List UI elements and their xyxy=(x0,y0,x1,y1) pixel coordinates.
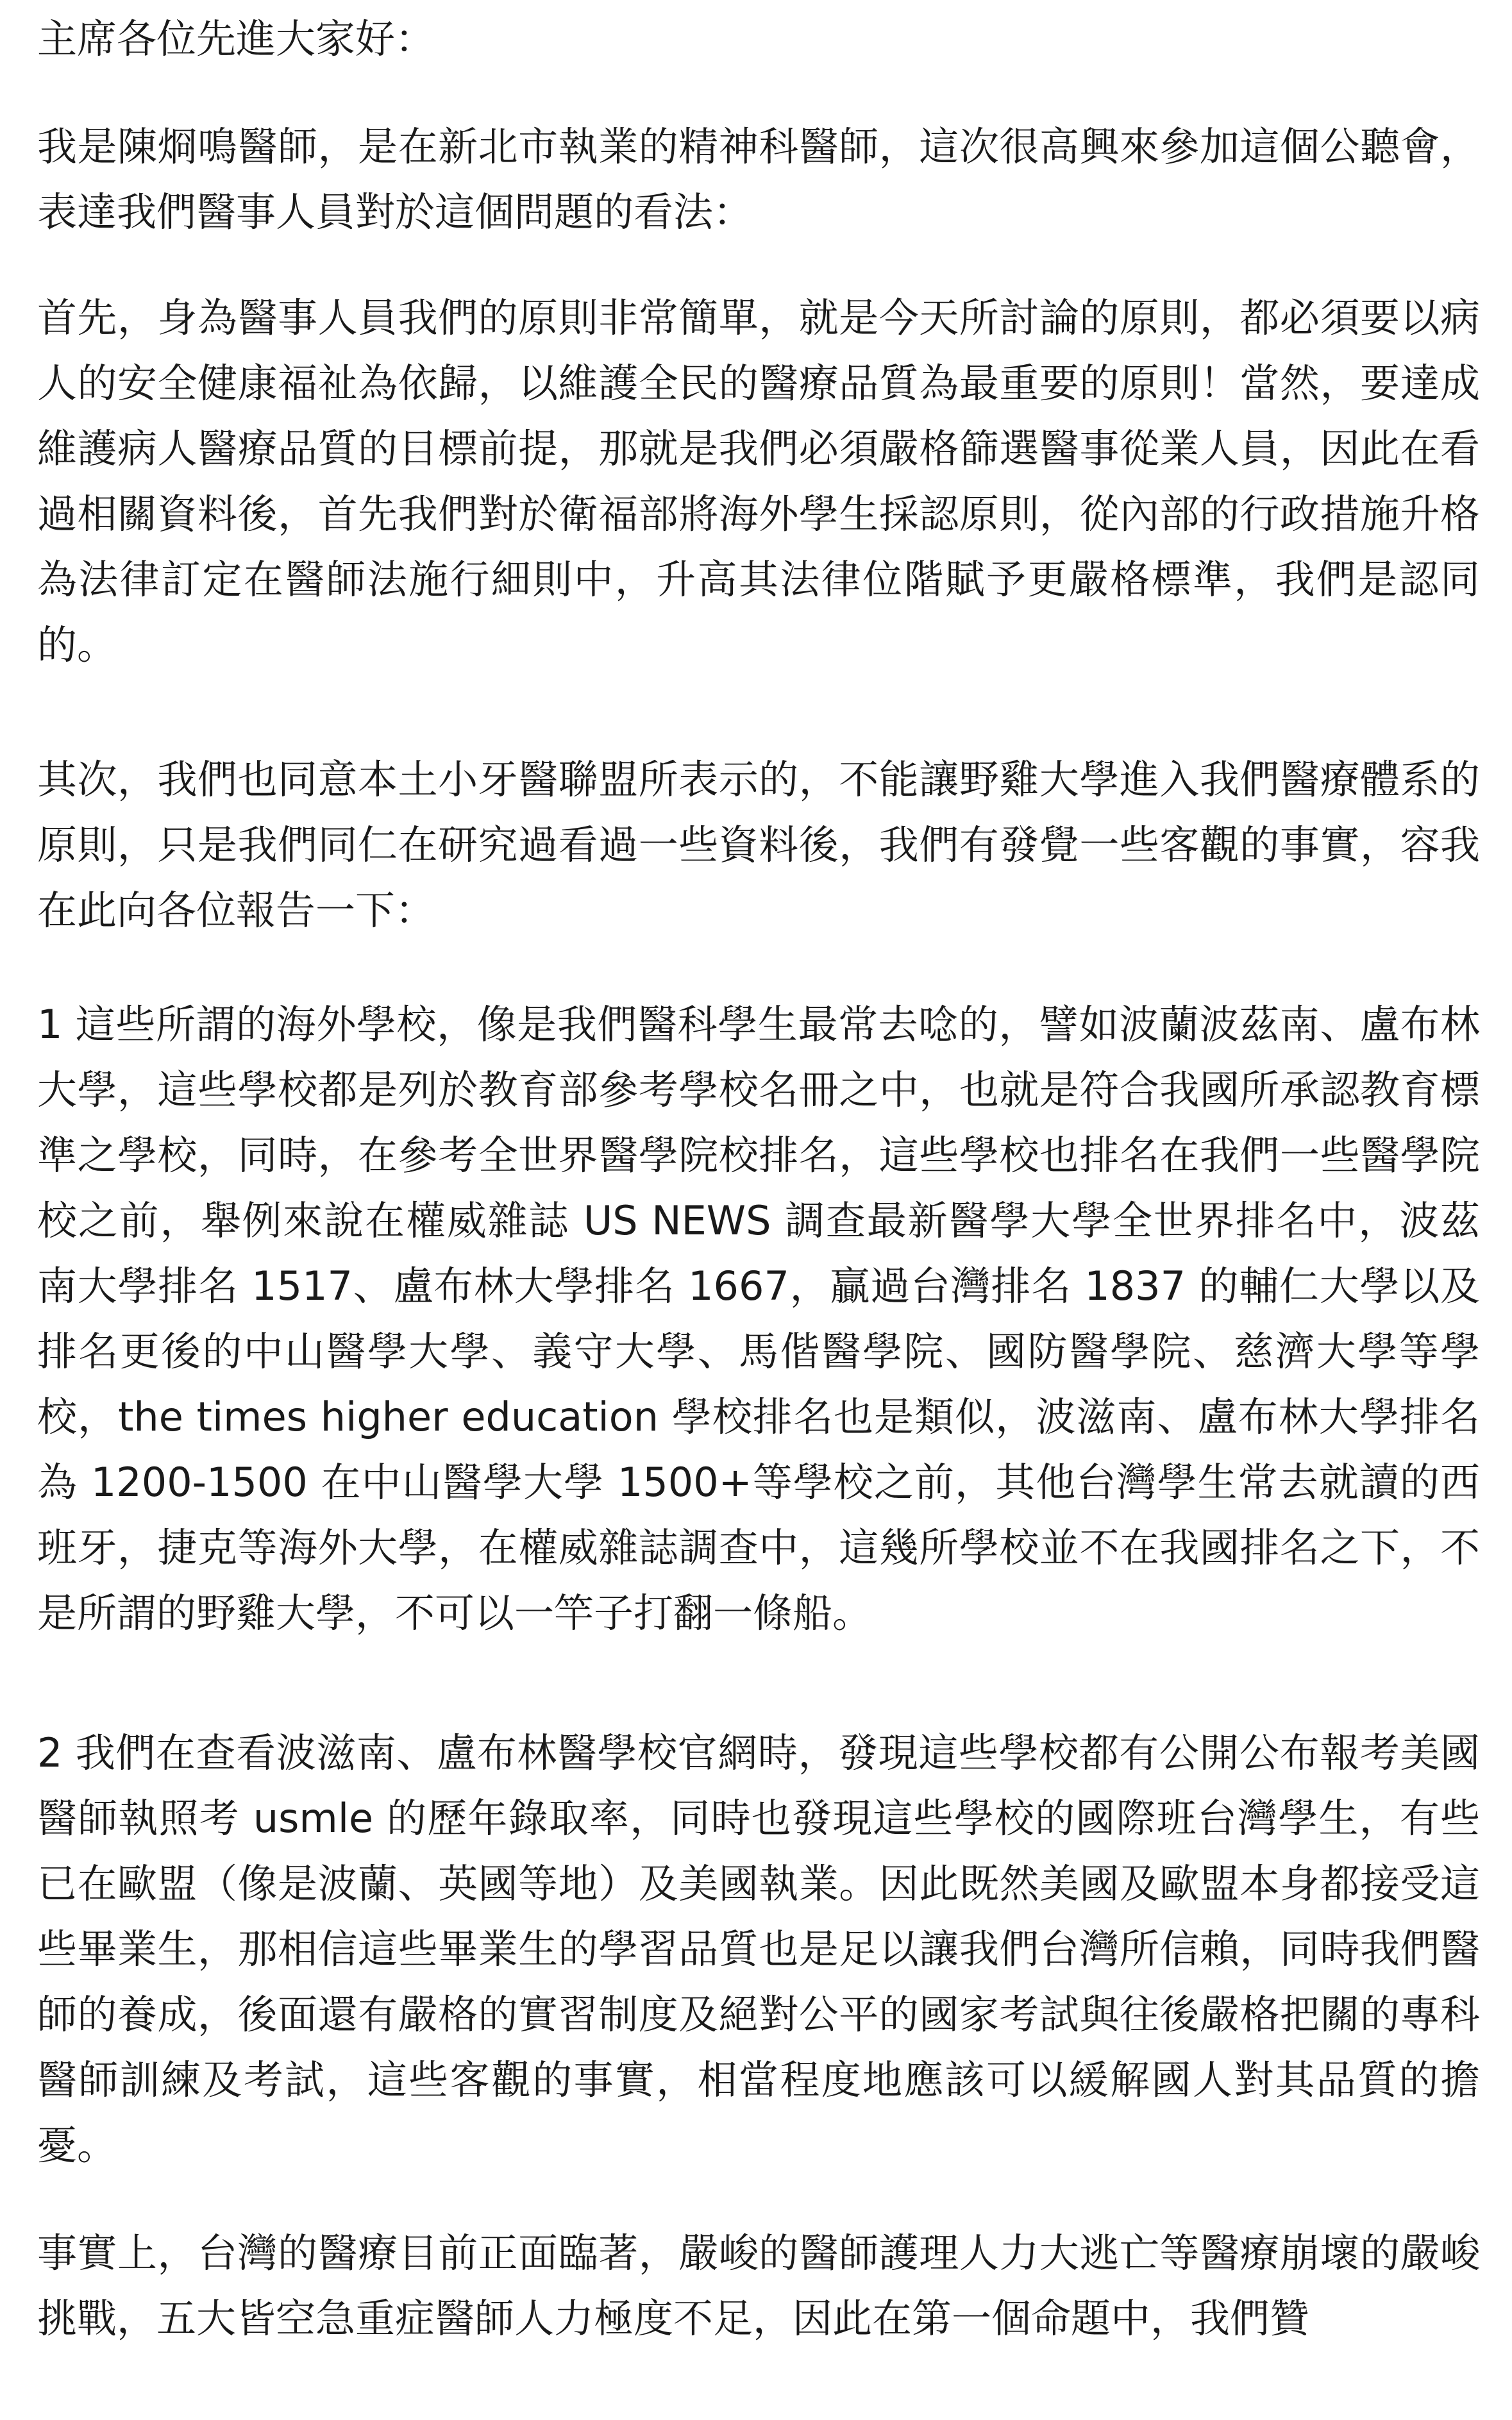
greeting-line: 主席各位先進大家好： xyxy=(37,15,435,62)
paragraph-second-principle: 其次，我們也同意本土小牙醫聯盟所表示的，不能讓野雞大學進入我們醫療體系的原則，只是我們同仁在研究過看過一些資料後，我們有發覺一些客觀的事實，容我在此向各位報告一下： xyxy=(37,756,1480,934)
paragraph-first-principle: 首先，身為醫事人員我們的原則非常簡單，就是今天所討論的原則，都必須要以病人的安全健康福祉為依歸，以維護全民的醫療品質為最重要的原則！當然，要達成維護病人醫療品質的目標前提，那就是我們必須嚴格篩選醫事從業人員，因此在看過相關資料後，首先我們對於衛福部將海外學生採認原則，從內部的行政措施升格為法律訂定在醫師法施行細則中，升高其法律位階賦予更嚴格標準，我們是認同的。 xyxy=(37,294,1480,668)
paragraph-final-truncated: 事實上，台灣的醫療目前正面臨著，嚴峻的醫師護理人力大逃亡等醫療崩壞的嚴峻挑戰，五大皆空急重症醫師人力極度不足，因此在第一個命題中，我們贊 xyxy=(37,2230,1480,2342)
paragraph-introduction: 我是陳烱鳴醫師，是在新北市執業的精神科醫師，這次很高興來參加這個公聽會，表達我們醫事人員對於這個問題的看法： xyxy=(37,123,1480,235)
paragraph-point-1-school-rankings: 1 這些所謂的海外學校，像是我們醫科學生最常去唸的，譬如波蘭波茲南、盧布林大學，這些學校都是列於教育部參考學校名冊之中，也就是符合我國所承認教育標準之學校，同時，在參考全世界醫學院校排名，這些學校也排名在我們一些醫學院校之前，舉例來說在權威雜誌 US NEWS 調查最新醫學大學全世界排名中，波茲南大學排名 1517、盧布林大學排名 1667，贏過台灣排名 1837 的輔仁大學以及排名更後的中山醫學大學、義守大學、馬偕醫學院、國防醫學院、慈濟大學等學校，the times higher education 學校排名也是類似，波滋南、盧布林大學排名為 1200-1500 在中山醫學大學 1500+等學校之前，其他台灣學生常去就讀的西班牙，捷克等海外大學，在權威雜誌調查中，這幾所學校並不在我國排名之下，不是所謂的野雞大學，不可以一竿子打翻一條船。 xyxy=(37,1001,1480,1636)
paragraph-point-2-usmle: 2 我們在查看波滋南、盧布林醫學校官網時，發現這些學校都有公開公布報考美國醫師執照考 usmle 的歷年錄取率，同時也發現這些學校的國際班台灣學生，有些已在歐盟（像是波蘭、英國等地）及美國執業。因此既然美國及歐盟本身都接受這些畢業生，那相信這些畢業生的學習品質也是足以讓我們台灣所信賴，同時我們醫師的養成，後面還有嚴格的實習制度及絕對公平的國家考試與往後嚴格把關的專科醫師訓練及考試，這些客觀的事實，相當程度地應該可以緩解國人對其品質的擔憂。 xyxy=(37,1729,1480,2169)
